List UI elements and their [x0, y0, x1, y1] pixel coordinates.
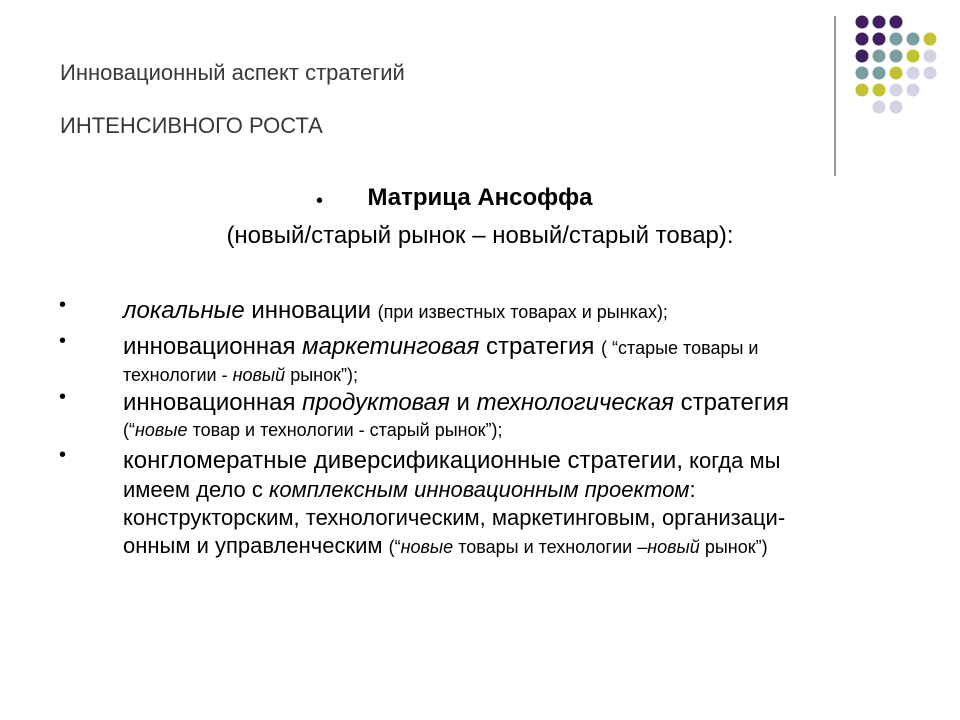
item-text-italic: комплексным инновационным проектом: [269, 477, 690, 502]
item-text: стратегия: [479, 333, 602, 360]
decorative-divider-line: [834, 16, 836, 176]
decorative-dot: [890, 84, 903, 97]
item-text: когда мы: [683, 448, 781, 473]
item-text: инновации: [244, 297, 378, 324]
decorative-dot: [873, 67, 886, 80]
item-text: стратегия: [674, 389, 790, 416]
decorative-dot: [924, 50, 937, 63]
item-text: инновационная: [123, 389, 303, 416]
bullet-icon: •: [316, 190, 324, 212]
item-note: (“: [388, 537, 401, 557]
item-text-italic: маркетинговая: [302, 333, 480, 360]
decorative-dot: [907, 33, 920, 46]
item-note: товар и технологии - старый рынок”);: [187, 420, 503, 440]
item-text: :: [689, 477, 696, 502]
decorative-dot: [907, 67, 920, 80]
matrix-subtitle: (новый/старый рынок – новый/старый товар):: [226, 222, 734, 249]
matrix-title: Матрица Ансоффа: [367, 184, 593, 211]
decorative-dot: [890, 33, 903, 46]
bullet-icon: •: [59, 444, 67, 466]
item-note: (при известных товарах и рынках);: [377, 302, 668, 322]
decorative-dot: [856, 50, 869, 63]
decorative-dot: [890, 16, 903, 29]
decorative-dot: [907, 50, 920, 63]
decorative-dot: [924, 33, 937, 46]
bullet-icon: •: [59, 386, 67, 408]
decorative-dot: [873, 50, 886, 63]
decorative-dot: [907, 84, 920, 97]
item-note-italic: новый: [647, 537, 700, 557]
item-note: (“: [123, 420, 135, 440]
title-line-1: Инновационный аспект стратегий: [60, 60, 405, 85]
decorative-dot-grid: [0, 0, 960, 190]
list-item: [59, 294, 923, 327]
list-item: [59, 386, 923, 442]
decorative-dot: [873, 16, 886, 29]
item-note-italic: новые: [135, 420, 188, 440]
bullet-icon: •: [59, 294, 67, 316]
decorative-dot: [856, 67, 869, 80]
item-note-italic: новые: [400, 537, 454, 557]
item-text: инновационная: [123, 333, 303, 360]
decorative-dot: [873, 101, 886, 114]
item-text: онным и управленческим: [123, 533, 389, 558]
item-text-italic: локальные: [123, 297, 245, 324]
decorative-dot: [856, 16, 869, 29]
decorative-dot: [873, 33, 886, 46]
decorative-dot: [890, 50, 903, 63]
decorative-dot: [890, 101, 903, 114]
bullet-icon: •: [59, 330, 67, 352]
item-text: конструкторским, технологическим, маркетинговым, организаци-: [123, 505, 786, 530]
decorative-dot: [856, 84, 869, 97]
list-item: [59, 330, 923, 387]
item-note: ( “старые товары и: [601, 338, 759, 358]
decorative-dot: [890, 67, 903, 80]
item-note: рынок”);: [285, 365, 358, 385]
item-text-italic: технологическая: [476, 389, 674, 416]
item-note: товары и технологии –: [453, 537, 648, 557]
list-item: [59, 444, 923, 561]
item-note: технологии -: [123, 365, 233, 385]
decorative-dot: [856, 33, 869, 46]
item-note: рынок”): [699, 537, 768, 557]
title-line-2: ИНТЕНСИВНОГО РОСТА: [60, 113, 323, 138]
item-text: имеем дело с: [123, 477, 270, 502]
decorative-dot: [873, 84, 886, 97]
item-text: конгломератные диверсификационные стратегии,: [123, 447, 684, 474]
item-note-italic: новый: [232, 365, 286, 385]
item-text: и: [449, 389, 477, 416]
decorative-dot: [924, 67, 937, 80]
item-text-italic: продуктовая: [302, 389, 450, 416]
